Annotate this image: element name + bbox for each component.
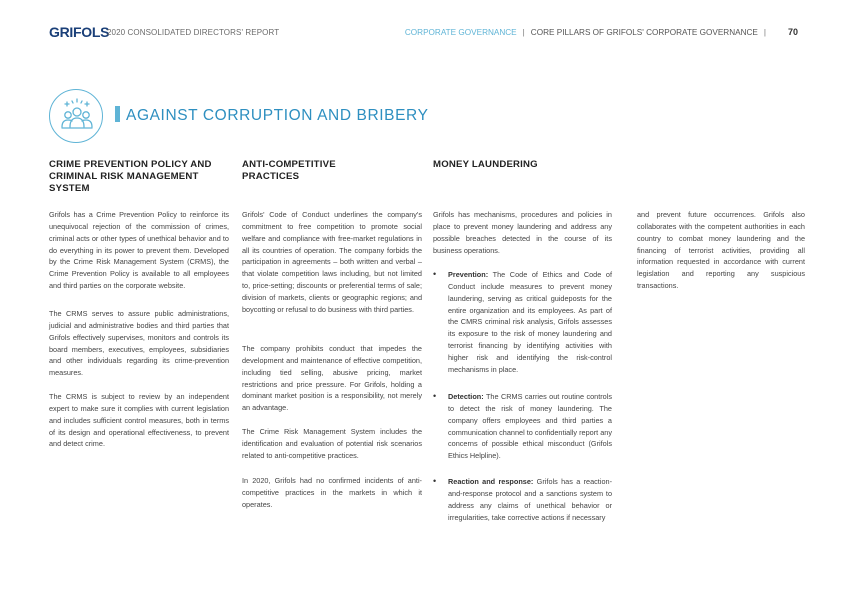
anticompetitive-paragraph: Grifols' Code of Conduct underlines the company's commitment to free competition to promote social welfare and compliance with free-market regulations in all its countries of operation. The company forbids the participation in agreements – both written and verbal – that violate competition laws including, but not limited to, price-setting; discounts or preferential terms of sale; division of markets, clients or geographic regions; and boycotting or refusal to do business with third parties. bbox=[242, 210, 422, 314]
page-number: 70 bbox=[788, 27, 799, 37]
list-item bbox=[433, 476, 612, 523]
crime-heading-line: SYSTEM bbox=[49, 183, 90, 194]
breadcrumb-section: CORPORATE GOVERNANCE bbox=[404, 28, 517, 37]
grifols-logo: GRIFOLS bbox=[49, 24, 110, 40]
crime-paragraph: Grifols has a Crime Prevention Policy to reinforce its unequivocal rejection of the commission of crimes, criminal acts or other types of unethical behavior and to do everything in its power to prevent them. Developed by the Crime Risk Management System (CRMS), the Crime Prevention Policy is available to all employees and third parties on the corporate website. bbox=[49, 210, 229, 291]
list-item bbox=[433, 391, 612, 462]
laundering-intro: Grifols has mechanisms, procedures and policies in place to prevent money laundering and address any possible breaches detected in the course of its business operations. bbox=[433, 210, 612, 255]
crime-heading-line: CRIME PREVENTION POLICY AND bbox=[49, 159, 212, 170]
team-icon bbox=[49, 89, 103, 143]
report-title: 2020 CONSOLIDATED DIRECTORS' REPORT bbox=[107, 28, 280, 37]
bullet-lead: Prevention: bbox=[448, 270, 489, 279]
laundering-heading-line: MONEY LAUNDERING bbox=[433, 159, 538, 170]
section-title-text: AGAINST CORRUPTION AND BRIBERY bbox=[126, 107, 429, 124]
anticompetitive-paragraph: In 2020, Grifols had no confirmed incidents of anti-competitive practices in the markets in which it operates. bbox=[242, 476, 422, 509]
anticompetitive-paragraph: The company prohibits conduct that impedes the development and maintenance of effective competition, including tied selling, abusive pricing, market restrictions and price pressure. For Grifols, holding a dominant market position is a responsibility, not merely an advantage. bbox=[242, 344, 422, 413]
bullet-body: The CRMS carries out routine controls to detect the risk of money laundering. The company offers employees and third parties a communication channel to confidentially report any concerns of possible ethical misconduct (Grifols Ethics Helpline). bbox=[448, 392, 612, 461]
section-title bbox=[115, 106, 429, 125]
breadcrumb-separator: | bbox=[522, 28, 525, 37]
bullet-text bbox=[448, 391, 612, 462]
laundering-continuation: and prevent future occurrences. Grifols also collaborates with the competent authorities in each country to combat money laundering and the financing of terrorist activities, providing all information requested in accordance with current legislation and reporting any suspicious transactions. bbox=[637, 210, 805, 291]
anticompetitive-heading-line: ANTI-COMPETITIVE bbox=[242, 159, 336, 170]
money-laundering-heading bbox=[433, 159, 623, 171]
page-header bbox=[0, 0, 850, 60]
list-item bbox=[433, 269, 612, 376]
bullet-body: Grifols has a reaction-and-response protocol and a sanctions system to address any claims of unethical behavior or irregularities, take corrective actions if necessary bbox=[448, 477, 612, 522]
bullet-body: The Code of Ethics and Code of Conduct include measures to prevent money laundering, serving as critical guideposts for the entire organization and its employees. As part of the CMRS criminal risk analysis, Grifols assesses its exposure to the risk of money laundering and terrorist financing by identifying activities with higher risk and identifying the risk-control mechanisms in place. bbox=[448, 270, 612, 374]
bullet-lead: Reaction and response: bbox=[448, 477, 534, 486]
bullet-text bbox=[448, 269, 612, 376]
breadcrumb-chapter: CORE PILLARS OF GRIFOLS' CORPORATE GOVERNANCE bbox=[530, 28, 758, 37]
crime-prevention-heading bbox=[49, 159, 239, 195]
crime-paragraph: The CRMS serves to assure public administrations, judicial and administrative bodies and third parties that Grifols effectively supervises, monitors and controls its board members, executives, employees, subsidiaries and other individuals regarding its crime-prevention measures. bbox=[49, 309, 229, 378]
anticompetitive-paragraph: The Crime Risk Management System includes the identification and evaluation of potential risk scenarios related to anti-competitive practices. bbox=[242, 427, 422, 460]
breadcrumb-separator: | bbox=[763, 28, 766, 37]
anti-competitive-heading bbox=[242, 159, 422, 183]
bullet-lead: Detection: bbox=[448, 392, 484, 401]
anticompetitive-heading-line: PRACTICES bbox=[242, 171, 300, 182]
bullet-text bbox=[448, 476, 612, 523]
crime-paragraph: The CRMS is subject to review by an independent expert to make sure it complies with current legislation and includes sufficient control measures, both in terms of its design and operational effectiveness, to prevent and detect crime. bbox=[49, 392, 229, 449]
team-icon-graphic bbox=[50, 90, 104, 144]
bullet-marker: • bbox=[433, 269, 437, 279]
bullet-marker: • bbox=[433, 391, 437, 401]
crime-heading-line: CRIMINAL RISK MANAGEMENT bbox=[49, 171, 199, 182]
breadcrumb bbox=[405, 28, 772, 37]
title-accent-bar bbox=[115, 106, 120, 122]
bullet-marker: • bbox=[433, 476, 437, 486]
